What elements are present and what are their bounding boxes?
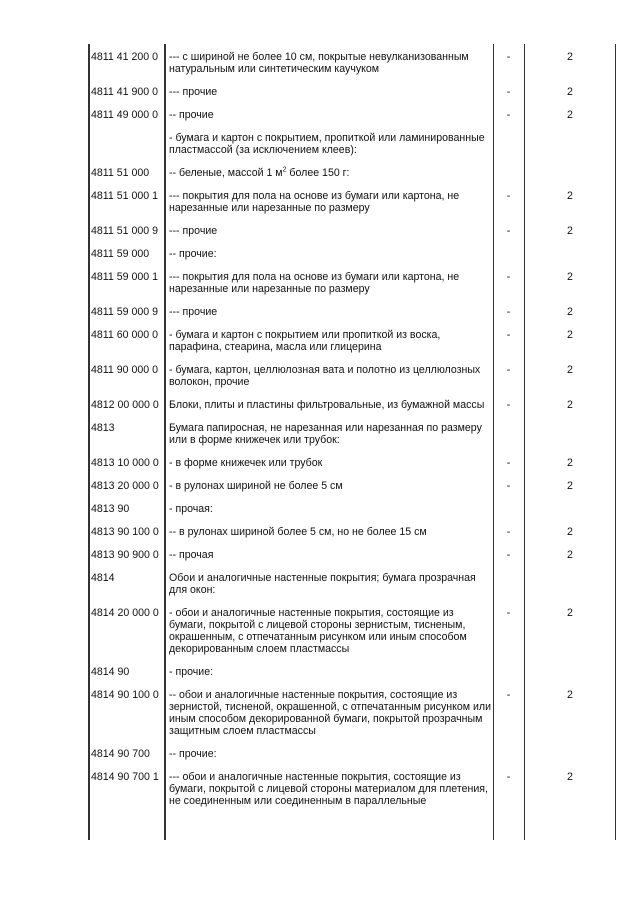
unit-column: - bbox=[506, 526, 511, 538]
duty-rate bbox=[524, 422, 616, 446]
unit-column: - bbox=[506, 457, 511, 469]
table-row bbox=[88, 364, 616, 399]
unit-column bbox=[493, 748, 524, 760]
duty-rate bbox=[524, 503, 616, 515]
commodity-code: 4811 90 000 0 bbox=[91, 364, 158, 376]
commodity-description: --- покрытия для пола на основе из бумаги или картона, не нарезанные или нарезанные по размеру bbox=[169, 190, 460, 214]
commodity-description: --- прочие bbox=[169, 86, 218, 98]
commodity-description: - бумага и картон с покрытием, пропиткой или ламинированные пластмассой (за исключением клеев): bbox=[169, 132, 485, 156]
commodity-code: 4814 90 700 1 bbox=[91, 771, 159, 783]
commodity-description: Обои и аналогичные настенные покрытия; бумага прозрачная для окон: bbox=[169, 572, 476, 596]
commodity-description: -- прочая bbox=[169, 549, 214, 561]
commodity-description: --- с шириной не более 10 см, покрытые невулканизованным натуральным или синтетическим каучуком bbox=[169, 51, 469, 75]
commodity-code: 4811 51 000 1 bbox=[91, 190, 158, 202]
duty-rate: 2 bbox=[567, 190, 573, 202]
duty-rate: 2 bbox=[567, 364, 573, 376]
duty-rate: 2 bbox=[567, 549, 573, 561]
unit-column: - bbox=[506, 51, 511, 63]
unit-column: - bbox=[506, 549, 511, 561]
commodity-description: -- обои и аналогичные настенные покрытия, состоящие из зернистой, тисненой, окрашенной, с отпечатанным рисунком или иным способом декорированной бумаги, покрытой прозрачным защитным слоем пластмассы bbox=[169, 689, 491, 737]
duty-rate bbox=[524, 666, 616, 678]
duty-rate: 2 bbox=[567, 607, 573, 619]
unit-column: - bbox=[506, 271, 511, 283]
commodity-description: - обои и аналогичные настенные покрытия, состоящие из бумаги, покрытой с лицевой стороны зернистым, тисненым, окрашенным, с отпечатанным рисунком или иным способом декорированным слоем пластмассы bbox=[169, 607, 467, 655]
table-row bbox=[88, 271, 616, 306]
commodity-code: 4813 90 bbox=[91, 503, 130, 515]
unit-column: - bbox=[506, 771, 511, 783]
table-row bbox=[88, 422, 616, 457]
description-text: -- беленые, массой 1 м bbox=[169, 167, 283, 179]
unit-column: - bbox=[506, 190, 511, 202]
table-row bbox=[88, 607, 616, 666]
commodity-code: 4814 bbox=[91, 572, 115, 584]
table-row bbox=[88, 190, 616, 225]
description-text: более 150 г: bbox=[286, 167, 350, 179]
commodity-code: 4811 49 000 0 bbox=[91, 109, 158, 121]
unit-column bbox=[493, 248, 524, 260]
commodity-description: -- в рулонах шириной более 5 см, но не более 15 см bbox=[169, 526, 427, 538]
table-row bbox=[88, 248, 616, 271]
unit-column: - bbox=[506, 329, 511, 341]
commodity-description: -- прочие bbox=[169, 109, 214, 121]
commodity-code: 4811 59 000 bbox=[91, 248, 150, 260]
unit-column: - bbox=[506, 399, 511, 411]
table-row bbox=[88, 329, 616, 364]
duty-rate: 2 bbox=[567, 480, 573, 492]
commodity-description: - прочие: bbox=[169, 666, 214, 678]
commodity-description bbox=[165, 167, 493, 179]
unit-column: - bbox=[506, 109, 511, 121]
commodity-code: 4814 20 000 0 bbox=[91, 607, 159, 619]
unit-column bbox=[493, 132, 524, 156]
commodity-code bbox=[88, 132, 165, 156]
duty-rate bbox=[524, 248, 616, 260]
commodity-code: 4813 90 900 0 bbox=[91, 549, 159, 561]
table-row bbox=[88, 306, 616, 329]
unit-column: - bbox=[506, 364, 511, 376]
commodity-code: 4811 41 900 0 bbox=[91, 86, 158, 98]
table-row bbox=[88, 132, 616, 167]
table-row bbox=[88, 86, 616, 109]
commodity-code: 4812 00 000 0 bbox=[91, 399, 159, 411]
duty-rate: 2 bbox=[567, 526, 573, 538]
table-row bbox=[88, 572, 616, 607]
commodity-code: 4811 59 000 9 bbox=[91, 306, 158, 318]
commodity-description: - в рулонах шириной не более 5 см bbox=[169, 480, 343, 492]
duty-rate: 2 bbox=[567, 86, 573, 98]
duty-rate: 2 bbox=[567, 225, 573, 237]
unit-column bbox=[493, 422, 524, 446]
commodity-description: - в форме книжечек или трубок bbox=[169, 457, 323, 469]
commodity-code: 4811 60 000 0 bbox=[91, 329, 158, 341]
table-row bbox=[88, 549, 616, 572]
duty-rate: 2 bbox=[567, 329, 573, 341]
commodity-code: 4811 51 000 bbox=[91, 167, 150, 179]
duty-rate: 2 bbox=[567, 51, 573, 63]
table-row bbox=[88, 225, 616, 248]
commodity-description: -- прочие: bbox=[169, 248, 217, 260]
tariff-table bbox=[88, 44, 616, 840]
unit-column: - bbox=[506, 306, 511, 318]
superscript: 2 bbox=[282, 166, 287, 174]
unit-column: - bbox=[506, 607, 511, 619]
commodity-code: 4811 59 000 1 bbox=[91, 271, 158, 283]
commodity-description: --- обои и аналогичные настенные покрытия, состоящие из бумаги, покрытой с лицевой стороны материалом для плетения, не соединенным или соединенным в параллельные bbox=[169, 771, 488, 807]
duty-rate: 2 bbox=[567, 457, 573, 469]
unit-column: - bbox=[506, 480, 511, 492]
table-row bbox=[88, 666, 616, 689]
table-row bbox=[88, 167, 616, 190]
commodity-code: 4813 bbox=[91, 422, 115, 434]
commodity-description: -- прочие: bbox=[169, 748, 217, 760]
duty-rate: 2 bbox=[567, 306, 573, 318]
commodity-description: --- прочие bbox=[169, 225, 218, 237]
duty-rate: 2 bbox=[567, 399, 573, 411]
table-row bbox=[88, 399, 616, 422]
table-body bbox=[88, 51, 616, 818]
unit-column bbox=[493, 666, 524, 678]
commodity-code: 4813 90 100 0 bbox=[91, 526, 159, 538]
commodity-description: Блоки, плиты и пластины фильтровальные, из бумажной массы bbox=[169, 399, 485, 411]
table-row bbox=[88, 457, 616, 480]
duty-rate: 2 bbox=[567, 271, 573, 283]
table-row bbox=[88, 526, 616, 549]
unit-column: - bbox=[506, 689, 511, 701]
duty-rate bbox=[524, 748, 616, 760]
table-row bbox=[88, 771, 616, 818]
duty-rate: 2 bbox=[567, 109, 573, 121]
table-row bbox=[88, 748, 616, 771]
commodity-code: 4813 20 000 0 bbox=[91, 480, 159, 492]
commodity-code: 4811 41 200 0 bbox=[91, 51, 158, 63]
commodity-description: - бумага и картон с покрытием или пропиткой из воска, парафина, стеарина, масла или глицерина bbox=[169, 329, 441, 353]
commodity-description: --- прочие bbox=[169, 306, 218, 318]
duty-rate: 2 bbox=[567, 689, 573, 701]
table-row bbox=[88, 51, 616, 86]
unit-column: - bbox=[506, 225, 511, 237]
commodity-code: 4814 90 bbox=[91, 666, 130, 678]
unit-column bbox=[493, 167, 524, 179]
duty-rate bbox=[524, 167, 616, 179]
commodity-code: 4811 51 000 9 bbox=[91, 225, 158, 237]
table-row bbox=[88, 109, 616, 132]
commodity-description: --- покрытия для пола на основе из бумаги или картона, не нарезанные или нарезанные по размеру bbox=[169, 271, 460, 295]
unit-column bbox=[493, 503, 524, 515]
unit-column: - bbox=[506, 86, 511, 98]
unit-column bbox=[493, 572, 524, 596]
commodity-code: 4814 90 100 0 bbox=[91, 689, 159, 701]
duty-rate: 2 bbox=[567, 771, 573, 783]
duty-rate bbox=[524, 132, 616, 156]
table-row bbox=[88, 503, 616, 526]
commodity-code: 4814 90 700 bbox=[91, 748, 150, 760]
table-row bbox=[88, 689, 616, 748]
commodity-description: Бумага папиросная, не нарезанная или нарезанная по размеру или в форме книжечек или трубок: bbox=[169, 422, 482, 446]
duty-rate bbox=[524, 572, 616, 596]
commodity-description: - бумага, картон, целлюлозная вата и полотно из целлюлозных волокон, прочие bbox=[169, 364, 481, 388]
table-row bbox=[88, 480, 616, 503]
commodity-description: - прочая: bbox=[169, 503, 213, 515]
commodity-code: 4813 10 000 0 bbox=[91, 457, 159, 469]
